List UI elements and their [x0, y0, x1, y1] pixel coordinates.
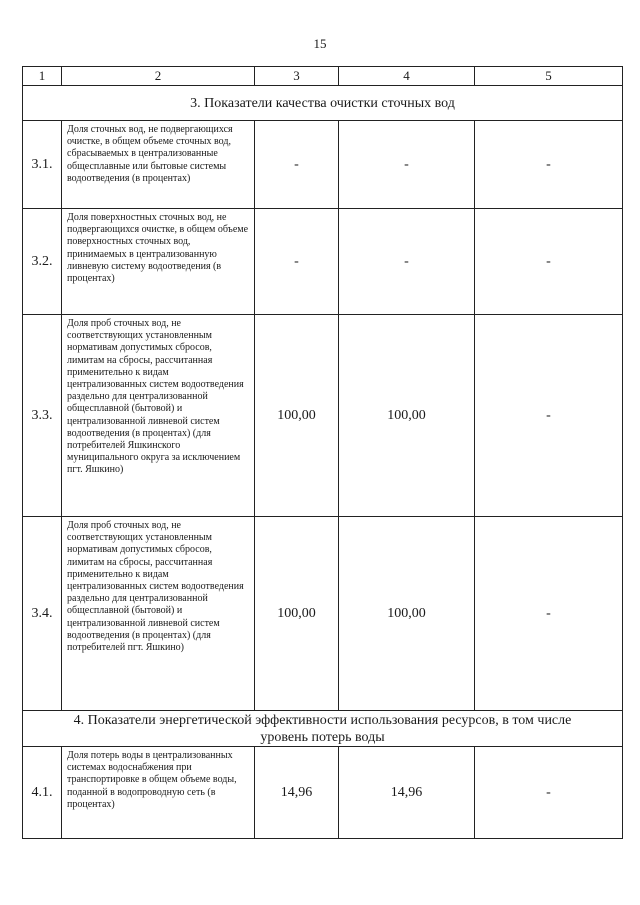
- row-value-col4: 100,00: [339, 315, 475, 517]
- row-value-col4: 100,00: [339, 517, 475, 711]
- section-4-title: 4. Показатели энергетической эффективности использования ресурсов, в том числе уровень потерь воды: [23, 711, 623, 747]
- row-value-col5: -: [475, 517, 623, 711]
- row-description: Доля проб сточных вод, не соответствующих установленным нормативам допустимых сбросов, лимитам на сбросы, рассчитанная применительно к видам централизованных систем водоотведения раздельно для централизованной общесплавной (бытовой) и централизованной ливневой систем водоотведения (в процентах) (для потребителей Яшкинского муниципального округа за исключением пгт. Яшкино): [62, 315, 255, 517]
- column-number-3: 3: [255, 67, 339, 86]
- column-number-1: 1: [23, 67, 62, 86]
- table-row: [23, 315, 623, 517]
- table-row: [23, 747, 623, 839]
- table-row: [23, 209, 623, 315]
- row-value-col5: -: [475, 315, 623, 517]
- row-value-col3: 100,00: [255, 517, 339, 711]
- indicators-table: [22, 66, 623, 839]
- row-value-col4: -: [339, 209, 475, 315]
- row-number: 3.1.: [23, 121, 62, 209]
- column-number-2: 2: [62, 67, 255, 86]
- row-description: Доля сточных вод, не подвергающихся очистке, в общем объеме сточных вод, сбрасываемых в централизованные общесплавные или бытовые системы водоотведения (в процентах): [62, 121, 255, 209]
- row-value-col3: -: [255, 209, 339, 315]
- row-value-col5: -: [475, 209, 623, 315]
- row-value-col5: -: [475, 121, 623, 209]
- page-number: 15: [313, 36, 327, 51]
- section-4-heading-row: [23, 711, 623, 747]
- row-number: 3.3.: [23, 315, 62, 517]
- column-number-5: 5: [475, 67, 623, 86]
- row-number: 3.4.: [23, 517, 62, 711]
- row-number: 4.1.: [23, 747, 62, 839]
- row-description: Доля потерь воды в централизованных системах водоснабжения при транспортировке в общем объеме воды, поданной в водопроводную сеть (в процентах): [62, 747, 255, 839]
- row-value-col3: 100,00: [255, 315, 339, 517]
- row-number: 3.2.: [23, 209, 62, 315]
- row-value-col4: 14,96: [339, 747, 475, 839]
- column-number-4: 4: [339, 67, 475, 86]
- row-value-col3: 14,96: [255, 747, 339, 839]
- section-3-heading-row: [23, 86, 623, 121]
- row-description: Доля проб сточных вод, не соответствующих установленным нормативам допустимых сбросов, лимитам на сбросы, рассчитанная применительно к видам централизованных систем водоотведения раздельно для централизованной общесплавной (бытовой) и централизованной ливневой систем водоотведения (в процентах) (для потребителей пгт. Яшкино): [62, 517, 255, 711]
- table-row: [23, 121, 623, 209]
- column-numbers-row: [23, 67, 623, 86]
- row-value-col4: -: [339, 121, 475, 209]
- row-value-col5: -: [475, 747, 623, 839]
- table-row: [23, 517, 623, 711]
- row-value-col3: -: [255, 121, 339, 209]
- section-3-title: 3. Показатели качества очистки сточных вод: [23, 86, 623, 121]
- row-description: Доля поверхностных сточных вод, не подвергающихся очистке, в общем объеме поверхностных сточных вод, принимаемых в централизованную ливневую систему водоотведения (в процентах): [62, 209, 255, 315]
